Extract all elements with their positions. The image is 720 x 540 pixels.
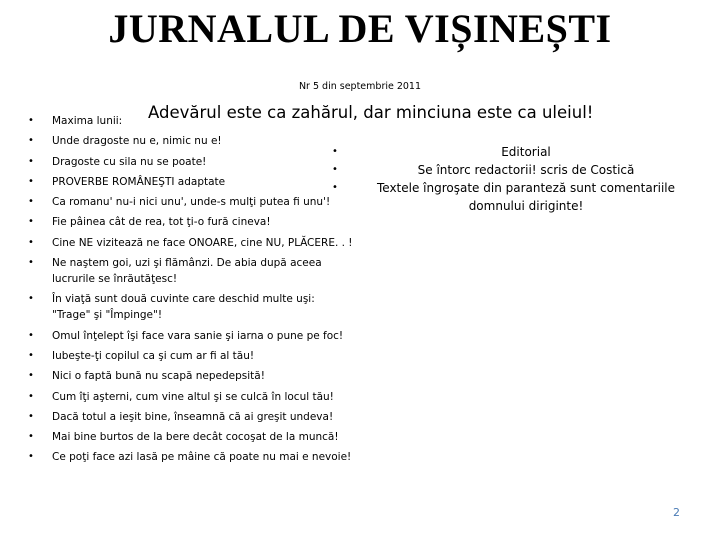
bullet-icon: •	[332, 146, 338, 157]
bullet-icon: •	[28, 293, 34, 305]
list-item-text: Ca romanu' nu-i nici unu', unde-s mulţi putea fi unu'!	[52, 196, 331, 209]
list-item	[28, 194, 353, 210]
motto: Adevărul este ca zahărul, dar minciuna este ca uleiul!	[148, 103, 594, 122]
list-item	[28, 449, 353, 465]
list-item	[28, 255, 353, 287]
contents-item	[332, 161, 702, 179]
list-item-text: Cine NE vizitează ne face ONOARE, cine NU, PLĂCERE. . !	[52, 236, 353, 249]
contents-item-text: Editorial	[501, 145, 551, 159]
bullet-icon: •	[28, 135, 34, 147]
bullet-icon: •	[332, 182, 338, 193]
contents-item-text: Textele îngroşate din paranteză sunt comentariile domnului diriginte!	[376, 181, 676, 213]
list-item-text: Ce poţi face azi lasă pe mâine că poate nu mai e nevoie!	[52, 451, 352, 464]
bullet-icon: •	[28, 115, 34, 126]
bullet-icon: •	[28, 155, 34, 167]
list-item	[28, 368, 353, 384]
issue-date: Nr 5 din septembrie 2011	[298, 81, 422, 92]
bullet-icon: •	[28, 451, 34, 463]
list-item	[28, 389, 353, 405]
list-item-text: Iubeşte-ţi copilul ca şi cum ar fi al tău!	[52, 349, 255, 362]
list-item-text: Mai bine burtos de la bere decât cocoşat de la muncă!	[52, 431, 339, 444]
bullet-icon: •	[28, 196, 34, 208]
bullet-icon: •	[28, 410, 34, 422]
contents-item	[332, 179, 702, 215]
list-item-text: Dacă totul a ieşit bine, înseamnă că ai greşit undeva!	[52, 410, 334, 423]
quotes-list	[28, 113, 353, 470]
bullet-icon: •	[28, 257, 34, 269]
contents-list	[332, 143, 702, 215]
list-item-text: Omul înţelept îşi face vara sanie şi iarna o pune pe foc!	[52, 329, 344, 342]
list-item	[28, 409, 353, 425]
list-item	[28, 348, 353, 364]
list-item	[28, 214, 353, 230]
bullet-icon: •	[28, 236, 34, 248]
page-number: 2	[673, 506, 680, 519]
list-item-text: Ne naştem goi, uzi şi flămânzi. De abia după aceea lucrurile se înrăutăţesc!	[52, 257, 322, 286]
list-item	[28, 429, 353, 445]
list-item	[28, 328, 353, 344]
list-item	[28, 291, 353, 323]
list-item-text: Dragoste cu sila nu se poate!	[52, 155, 207, 168]
newspaper-title: JURNALUL DE VIȘINEȘTI	[108, 6, 612, 51]
contents-item	[332, 143, 702, 161]
list-item	[28, 154, 353, 170]
list-item-text: Maxima lunii:	[52, 115, 123, 127]
list-item	[28, 174, 353, 190]
list-item-text: Unde dragoste nu e, nimic nu e!	[52, 135, 222, 148]
list-item	[28, 133, 353, 149]
list-item-text: PROVERBE ROMÂNEŞTI adaptate	[52, 175, 226, 188]
contents-item-text: Se întorc redactorii! scris de Costică	[417, 163, 635, 177]
bullet-icon: •	[28, 329, 34, 341]
bullet-icon: •	[332, 164, 338, 175]
bullet-icon: •	[28, 349, 34, 361]
list-item-text: Cum îţi aşterni, cum vine altul şi se culcă în locul tău!	[52, 390, 334, 403]
list-item	[28, 235, 353, 251]
list-item	[28, 113, 353, 129]
list-item-text: Nici o faptă bună nu scapă nepedepsită!	[52, 370, 265, 383]
bullet-icon: •	[28, 431, 34, 443]
bullet-icon: •	[28, 175, 34, 187]
list-item-text: Fie pâinea cât de rea, tot ţi-o fură cineva!	[52, 216, 271, 229]
list-item-text: În viaţă sunt două cuvinte care deschid multe uşi: "Trage" şi "Împinge"!	[52, 293, 315, 322]
bullet-icon: •	[28, 216, 34, 228]
bullet-icon: •	[28, 370, 34, 382]
bullet-icon: •	[28, 390, 34, 402]
